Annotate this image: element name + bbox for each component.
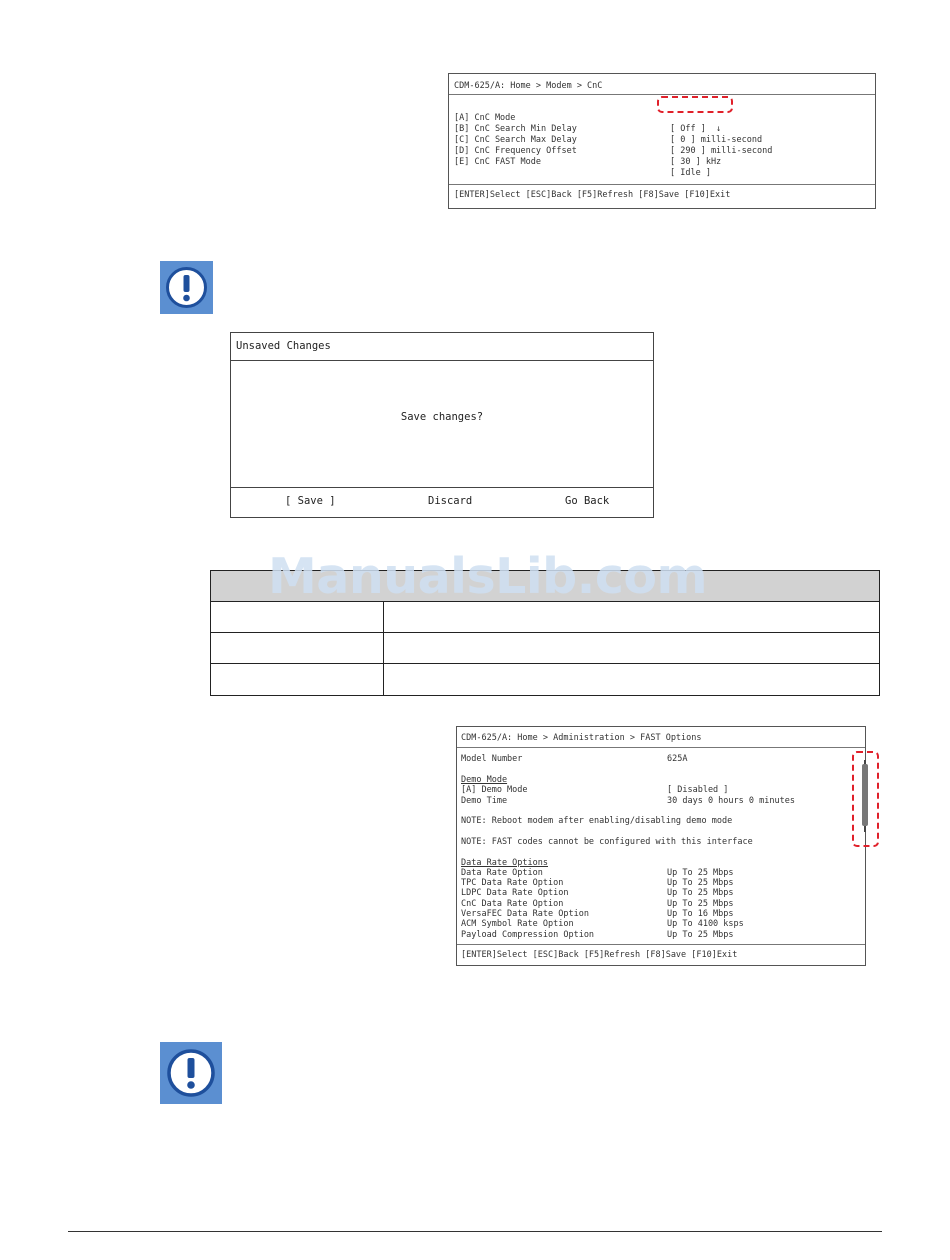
cnc-row-value[interactable]: [ 0 ] milli-second	[670, 135, 763, 145]
option-value: Up To 25 Mbps	[667, 899, 734, 909]
cnc-footer-keys: [ENTER]Select [ESC]Back [F5]Refresh [F8]Save [F10]Exit	[454, 190, 731, 200]
option-label: TPC Data Rate Option	[461, 878, 564, 888]
cnc-row-label: [B] CnC Search Min Delay	[454, 124, 577, 134]
demo-mode-label[interactable]: [A] Demo Mode	[461, 785, 528, 795]
cnc-row-value[interactable]: [ Idle ]	[670, 168, 711, 178]
dialog-title: Unsaved Changes	[236, 340, 331, 352]
demo-time-value: 30 days 0 hours 0 minutes	[667, 796, 795, 806]
model-number-value: 625A	[667, 754, 688, 764]
option-value: Up To 25 Mbps	[667, 888, 734, 898]
cnc-row-value[interactable]: [ Off ] ↓	[670, 124, 722, 134]
option-value: Up To 25 Mbps	[667, 930, 734, 940]
divider	[457, 747, 865, 748]
save-button[interactable]: [ Save ]	[285, 495, 336, 507]
table-row	[211, 663, 879, 664]
fast-codes-note: NOTE: FAST codes cannot be configured with this interface	[461, 837, 753, 847]
option-label: Payload Compression Option	[461, 930, 595, 940]
important-notice-icon	[160, 1042, 222, 1104]
option-label: LDPC Data Rate Option	[461, 888, 569, 898]
model-number-label: Model Number	[461, 754, 523, 764]
demo-time-label: Demo Time	[461, 796, 508, 806]
divider	[449, 94, 875, 95]
option-label: VersaFEC Data Rate Option	[461, 909, 589, 919]
divider	[457, 944, 865, 945]
important-notice-icon	[160, 261, 213, 314]
demo-mode-heading: Demo Mode	[461, 775, 508, 785]
go-back-button[interactable]: Go Back	[565, 495, 610, 507]
page-footer-rule	[68, 1231, 882, 1232]
highlight-callout	[852, 751, 879, 847]
data-rate-options-heading: Data Rate Options	[461, 858, 548, 868]
demo-mode-value[interactable]: [ Disabled ]	[667, 785, 729, 795]
dialog-message: Save changes?	[400, 411, 484, 423]
option-label: CnC Data Rate Option	[461, 899, 564, 909]
highlight-callout	[657, 96, 733, 113]
fast-options-screen	[456, 726, 866, 966]
option-value: Up To 16 Mbps	[667, 909, 734, 919]
fast-breadcrumb: CDM-625/A: Home > Administration > FAST Options	[461, 733, 702, 743]
unsaved-changes-dialog	[230, 332, 654, 518]
cnc-row-label: [A] CnC Mode	[454, 113, 516, 123]
cnc-row-value[interactable]: [ 30 ] kHz	[670, 157, 722, 167]
option-label: ACM Symbol Rate Option	[461, 919, 574, 929]
reboot-note: NOTE: Reboot modem after enabling/disabling demo mode	[461, 816, 733, 826]
watermark: ManualsLib.com	[268, 548, 708, 605]
column-divider	[383, 602, 384, 695]
table-row	[211, 632, 879, 633]
cnc-row-label: [C] CnC Search Max Delay	[454, 135, 577, 145]
cnc-row-value[interactable]: [ 290 ] milli-second	[670, 146, 773, 156]
option-value: Up To 4100 ksps	[667, 919, 744, 929]
fast-footer-keys: [ENTER]Select [ESC]Back [F5]Refresh [F8]Save [F10]Exit	[461, 950, 738, 960]
option-value: Up To 25 Mbps	[667, 878, 734, 888]
option-label: Data Rate Option	[461, 868, 543, 878]
cnc-row-label: [E] CnC FAST Mode	[454, 157, 541, 167]
cnc-breadcrumb: CDM-625/A: Home > Modem > CnC	[454, 81, 603, 91]
option-value: Up To 25 Mbps	[667, 868, 734, 878]
discard-button[interactable]: Discard	[428, 495, 473, 507]
divider	[449, 184, 875, 185]
divider	[231, 360, 653, 361]
divider	[231, 487, 653, 488]
cnc-screen	[448, 73, 876, 209]
cnc-row-label: [D] CnC Frequency Offset	[454, 146, 577, 156]
